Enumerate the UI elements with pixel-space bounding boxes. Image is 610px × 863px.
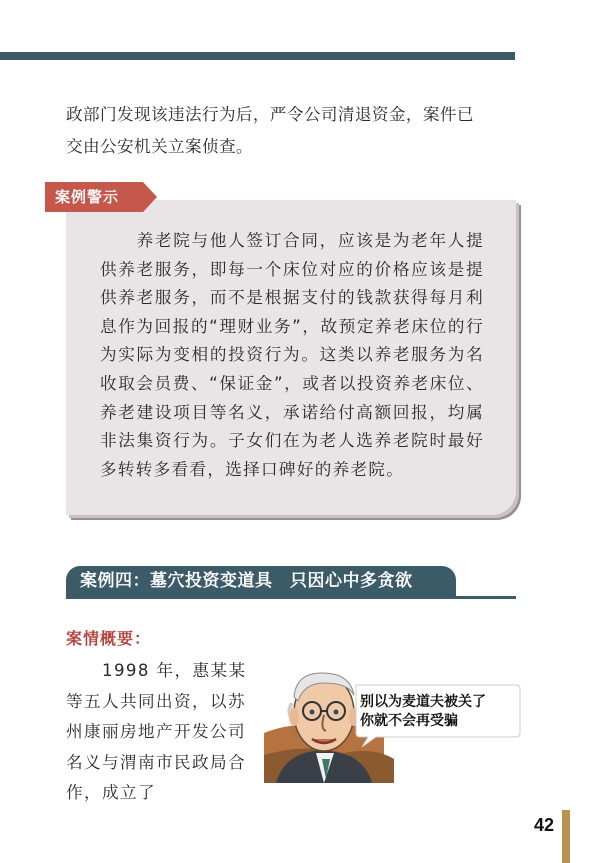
page-number: 42 <box>534 815 555 835</box>
summary-heading: 案情概要： <box>66 629 152 648</box>
warning-text: 养老院与他人签订合同，应该是为老年人提供养老服务，即每一个床位对应的价格应该是提供养老服务，而不是根据支付的钱款获得每月利息作为回报的“理财业务”，故预定养老床位的行为实际为变相的投资行为。这类以养老服务为名收取会员费、“保证金”，或者以投资养老床位、养老建设项目等名义，承诺给付高额回报，均属非法集资行为。子女们在为老人选养老院时最好多转转多看看，选择口碑好的养老院。 <box>100 231 484 479</box>
warning-tag: 案例警示 <box>45 182 143 212</box>
case-title-rule <box>66 596 516 599</box>
intro-paragraph <box>66 99 526 163</box>
summary-text: 1998 年，惠某某等五人共同出资，以苏州康丽房地产开发公司名义与渭南市民政局合作，成立了 <box>66 661 247 802</box>
intro-line: 交由公安机关立案侦查。 <box>66 137 253 156</box>
speech-line: 你就不会再受骗 <box>360 713 458 729</box>
case-title: 案例四：墓穴投资变道具 只因心中多贪欲 <box>66 566 456 596</box>
intro-line: 政部门发现该违法行为后，严令公司清退资金，案件已 <box>66 105 474 124</box>
speech-bubble-text <box>360 693 530 731</box>
top-rule <box>0 52 515 60</box>
speech-line: 别以为麦道夫被关了 <box>360 694 486 710</box>
page-number-bar <box>562 810 570 863</box>
